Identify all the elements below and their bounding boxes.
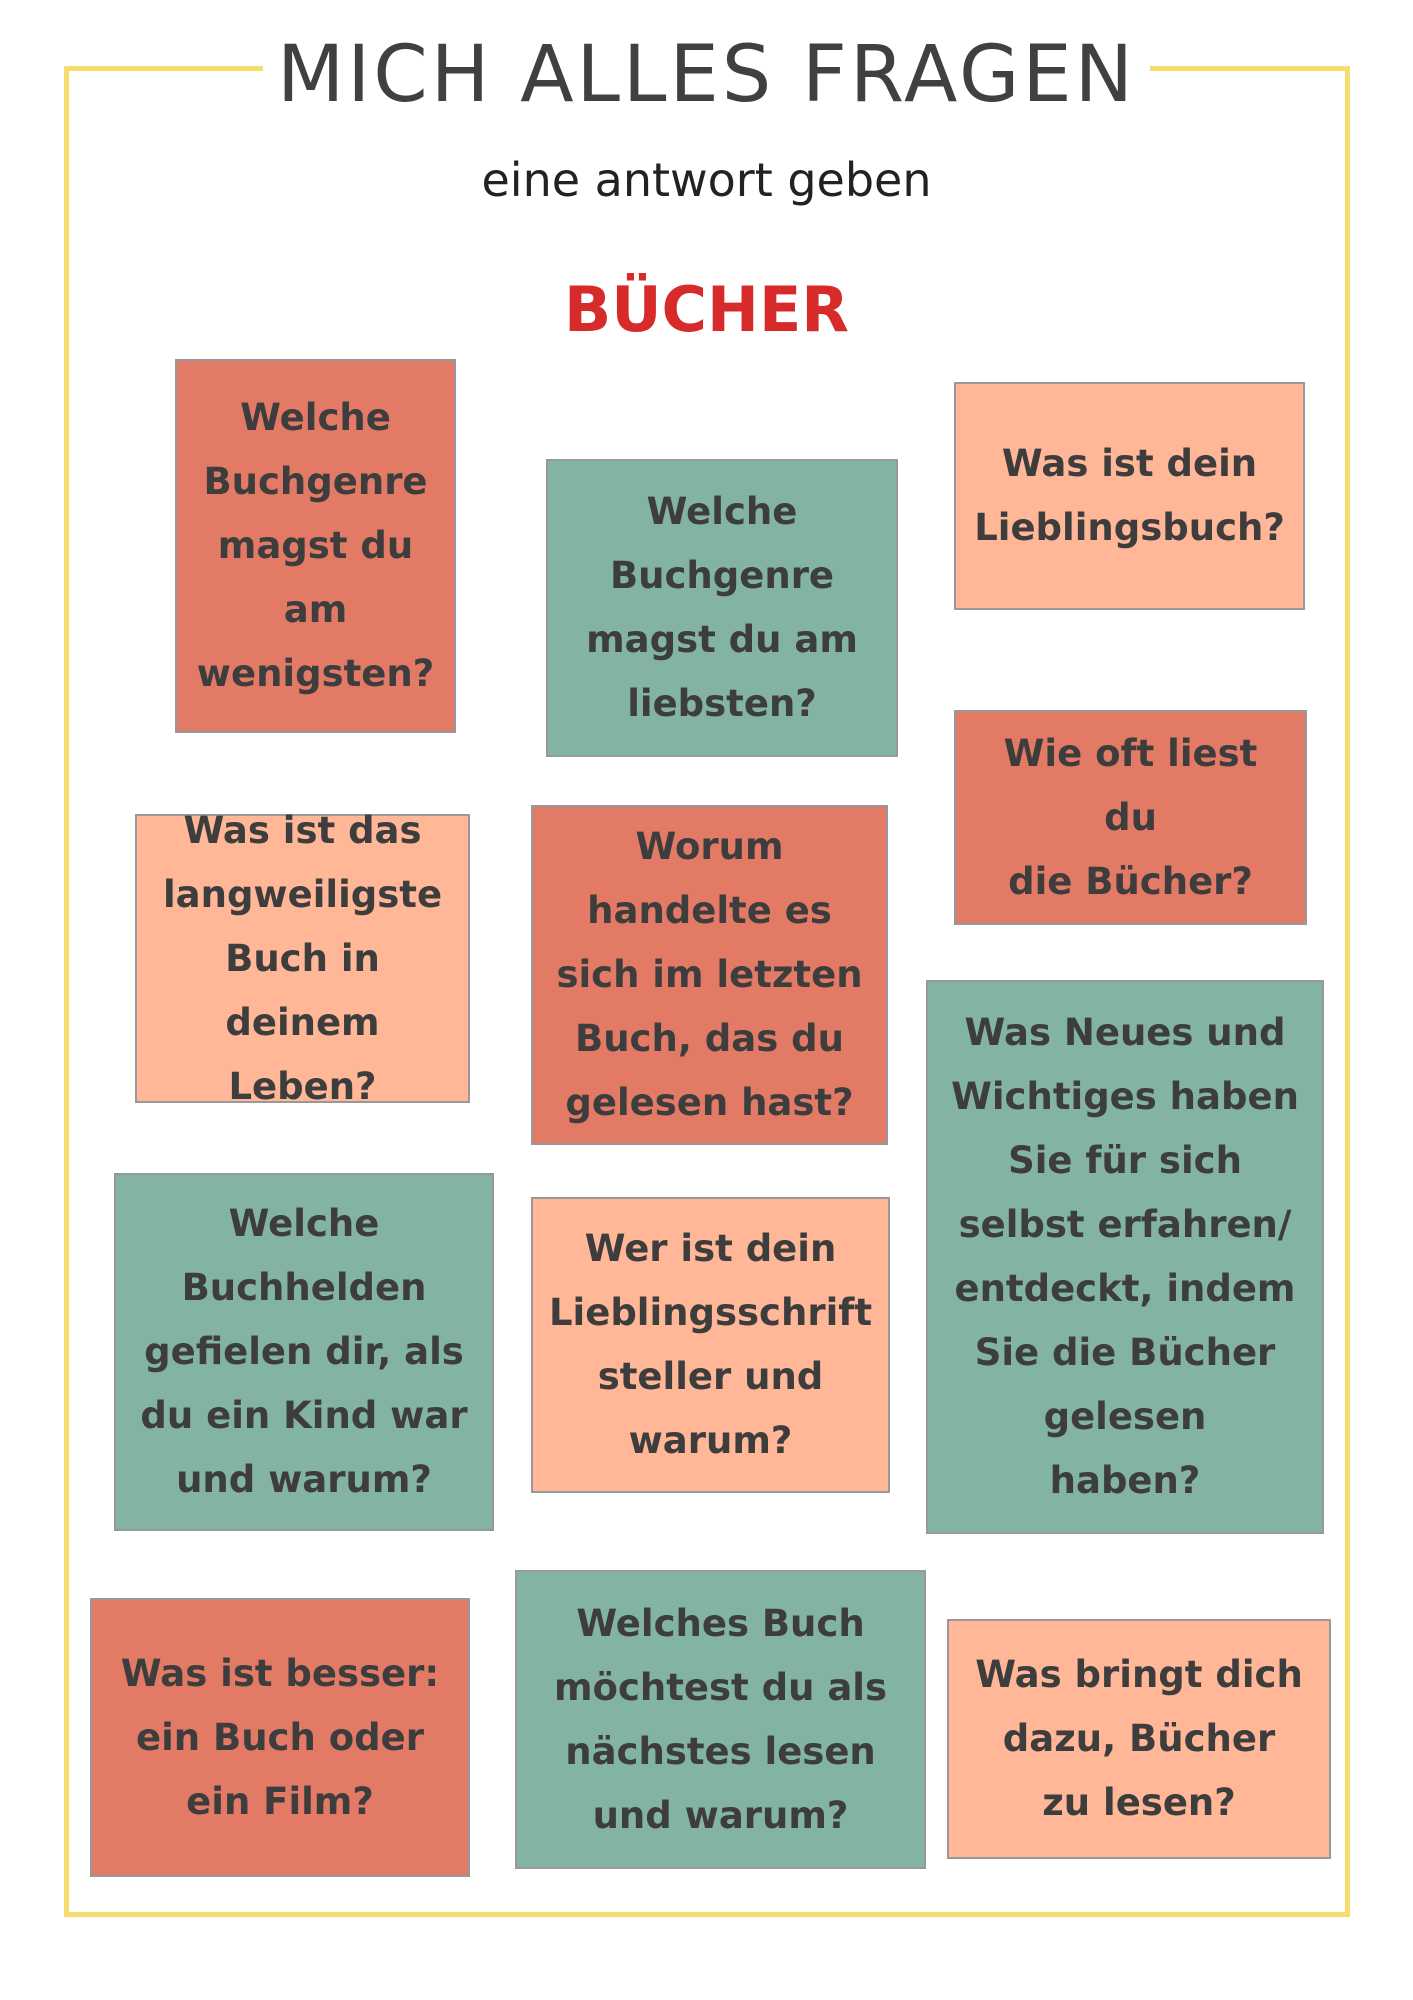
question-text: Welche Buchgenre magst du am liebsten? — [586, 490, 858, 725]
question-text: Was Neues und Wichtiges haben Sie für sich selbst erfahren/ entdeckt, indem Sie die Bücher gelesen haben? — [951, 1011, 1299, 1502]
question-text: Was bringt dich dazu, Bücher zu lesen? — [975, 1653, 1303, 1824]
category-heading: BÜCHER — [563, 273, 850, 346]
question-text: Welche Buchhelden gefielen dir, als du ein Kind war und warum? — [140, 1202, 468, 1501]
page-title-text: MICH ALLES FRAGEN — [263, 30, 1150, 120]
question-card-reading-motivation — [947, 1619, 1331, 1859]
question-card-favorite-genre — [546, 459, 898, 757]
question-card-favorite-author — [531, 1197, 890, 1493]
question-text: Was ist das langweiligste Buch in deinem Leben? — [162, 808, 443, 1108]
question-text: Wer ist dein Lieblingsschrift steller und warum? — [548, 1227, 873, 1462]
question-card-most-boring-book — [135, 808, 470, 1108]
question-card-least-favorite-genre — [175, 359, 456, 733]
question-text: Worum handelte es sich im letzten Buch, das du gelesen hast? — [556, 825, 863, 1124]
question-card-next-book — [515, 1570, 926, 1869]
page-title — [0, 28, 1413, 122]
question-text: Was ist dein Lieblingsbuch? — [974, 442, 1285, 549]
question-text: Was ist besser: ein Buch oder ein Film? — [120, 1651, 440, 1823]
question-card-childhood-heroes — [114, 1173, 494, 1531]
page-subtitle: eine antwort geben — [481, 153, 932, 207]
question-card-last-book-topic — [531, 805, 888, 1145]
question-text: Welche Buchgenre magst du am wenigsten? — [196, 396, 435, 695]
question-card-book-or-film — [90, 1598, 470, 1877]
question-card-learned-from-books — [926, 980, 1324, 1534]
question-text: Wie oft liest du die Bücher? — [1003, 731, 1258, 903]
question-card-reading-frequency — [954, 710, 1307, 925]
question-card-favorite-book — [954, 382, 1305, 610]
question-text: Welches Buch möchtest du als nächstes lesen und warum? — [554, 1601, 887, 1837]
